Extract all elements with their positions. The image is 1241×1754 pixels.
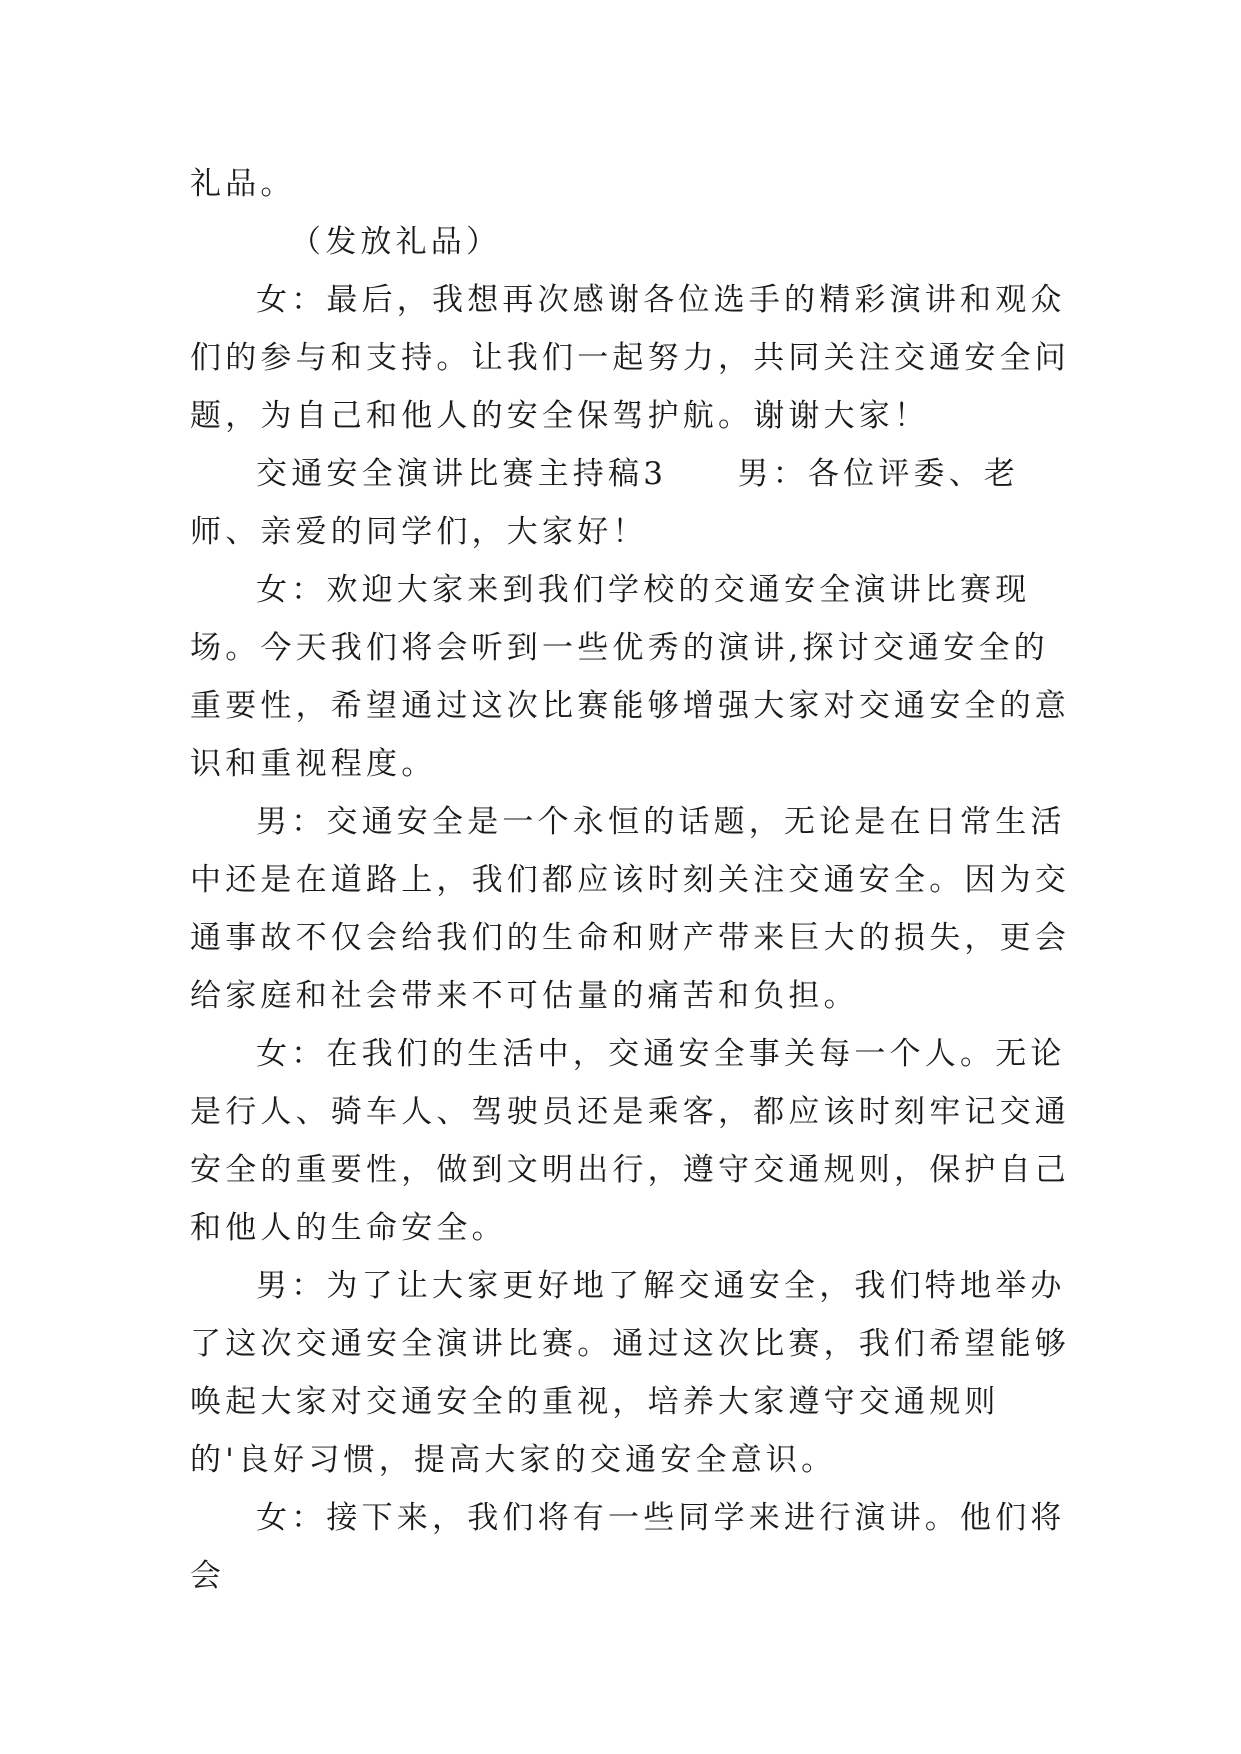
paragraph-next: 女：接下来，我们将有一些同学来进行演讲。他们将会 <box>190 1500 1066 1594</box>
paragraph-continuation: 礼品。 <box>190 166 296 202</box>
paragraph-section-heading: 交通安全演讲比赛主持稿3 男：各位评委、老师、亲爱的同学们，大家好！ <box>190 456 1020 550</box>
paragraph-purpose: 男：为了让大家更好地了解交通安全，我们特地举办了这次交通安全演讲比赛。通过这次比赛，我们希望能够唤起大家对交通安全的重视，培养大家遵守交通规则的'良好习惯，提高大家的交通安全意识。 <box>190 1268 1070 1478</box>
document-body <box>190 155 1070 1605</box>
paragraph-stage-direction: （发放礼品） <box>290 224 502 260</box>
paragraph-welcome: 女：欢迎大家来到我们学校的交通安全演讲比赛现场。今天我们将会听到一些优秀的演讲,探讨交通安全的重要性，希望通过这次比赛能够增强大家对交通安全的意识和重视程度。 <box>190 572 1070 782</box>
paragraph-topic: 男：交通安全是一个永恒的话题，无论是在日常生活中还是在道路上，我们都应该时刻关注交通安全。因为交通事故不仅会给我们的生命和财产带来巨大的损失，更会给家庭和社会带来不可估量的痛苦和负担。 <box>190 804 1070 1014</box>
paragraph-importance: 女：在我们的生活中，交通安全事关每一个人。无论是行人、骑车人、驾驶员还是乘客，都应该时刻牢记交通安全的重要性，做到文明出行，遵守交通规则，保护自己和他人的生命安全。 <box>190 1036 1070 1246</box>
paragraph-closing-remarks: 女：最后，我想再次感谢各位选手的精彩演讲和观众们的参与和支持。让我们一起努力，共同关注交通安全问题，为自己和他人的安全保驾护航。谢谢大家！ <box>190 282 1070 434</box>
